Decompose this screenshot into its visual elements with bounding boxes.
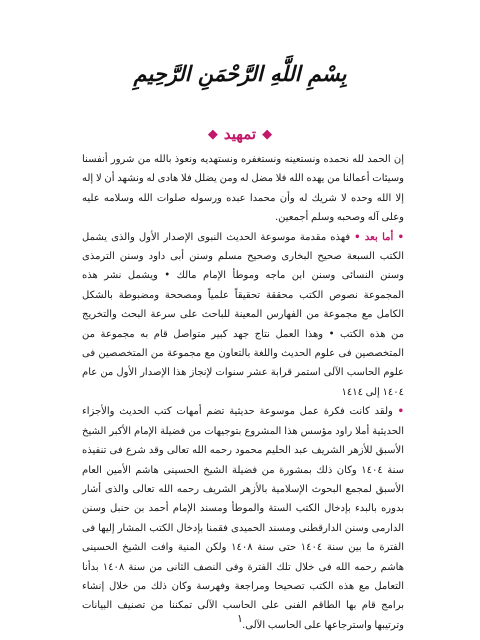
paragraph-text: فهذه مقدمة موسوعة الحديث النبوى الإصدار الأول والذى يشمل الكتب السبعة صحيح البخارى وصحيح مسلم وسنن أبى داود وسنن الترمذى وسنن النسائى وسنن ابن ماجه وموطأ الإمام مالك • ويشمل نشر هذه المجموعة نصوص الكتب محققة تحقيقاً علمياً ومصححة ومضبوطة بالشكل الكامل مع مجموعة من الفهارس المعينة للباحث على سرعة البحث والتخريج من هذه الكتب • وهذا العمل نتاج جهد كبير متواصل قام به مجموعة من المتخصصين فى علوم الحديث واللغة بالتعاون مع مجموعة من المتخصصين فى علوم الحاسب الآلى استمر قرابة عشر سنوات لإنجاز هذا الإصدار الأول من عام ١٤٠٤ إلى ١٤١٤	[82, 231, 404, 398]
paragraph-history	[82, 402, 404, 635]
page-number: ١	[237, 612, 243, 625]
paragraph-opening	[82, 150, 404, 228]
paragraph-introduction	[82, 228, 404, 403]
basmala-calligraphy: بِسْمِ اللَّهِ الرَّحْمَنِ الرَّحِيمِ	[133, 62, 347, 86]
section-title: تمهيد	[223, 125, 257, 143]
paragraph-text: إن الحمد لله نحمده ونستعينه ونستغفره ونستهديه ونعوذ بالله من شرور أنفسنا وسيئات أعمالنا من يهده الله فلا مضل له ومن يضلل فلا هادى له ونشهد أن لا إله إلا الله وحده لا شريك له وأن محمدا عبده ورسوله صلوات الله وسلامه عليه وعلى آله وصحبه وسلم أجمعين.	[82, 154, 404, 224]
section-heading	[0, 125, 480, 143]
paragraph-lead: • أما بعد •	[354, 231, 405, 243]
body-text	[82, 150, 404, 635]
paragraph-text: ولقد كانت فكرة عمل موسوعة حديثية تضم أمهات كتب الحديث والأجزاء الحديثية أملا راود مؤسس هذا المشروع بتوجيهات من فضيلة الإمام الأكبر الشيخ الأسبق للأزهر الشريف عبد الحليم محمود رحمه الله تعالى وقد شرع فى تنفيذه سنة ١٤٠٤ وكان ذلك بمشورة من فضيلة الشيخ الحسينى هاشم الأمين العام الأسبق لمجمع البحوث الإسلامية بالأزهر الشريف رحمه الله تعالى والذى أشار بدوره بالبدء بإدخال الكتب الستة والموطأ ومسند الإمام أحمد بن حنبل وسنن الدارمى وسنن الدارقطنى ومسند الحميدى فقمنا بإدخال الكتب المشار إليها فى الفترة ما بين سنة ١٤٠٤ حتى سنة ١٤٠٨ ولكن المنية وافت الشيخ الحسينى هاشم رحمه الله فى خلال تلك الفترة وفى النصف الثانى من سنة ١٤٠٨ بدأنا التعامل مع هذه الكتب تصحيحا ومراجعة وفهرسة وكان ذلك من خلال إنشاء برامج قام بها الطاقم الفنى على الحاسب الآلى تمكننا من تصنيف البيانات وترتيبها واسترجاعها على الحاسب الآلى.	[82, 406, 405, 631]
diamond-ornament-icon: ◆	[262, 127, 273, 142]
diamond-ornament-icon: ◆	[207, 127, 218, 142]
paragraph-lead: •	[397, 406, 404, 418]
